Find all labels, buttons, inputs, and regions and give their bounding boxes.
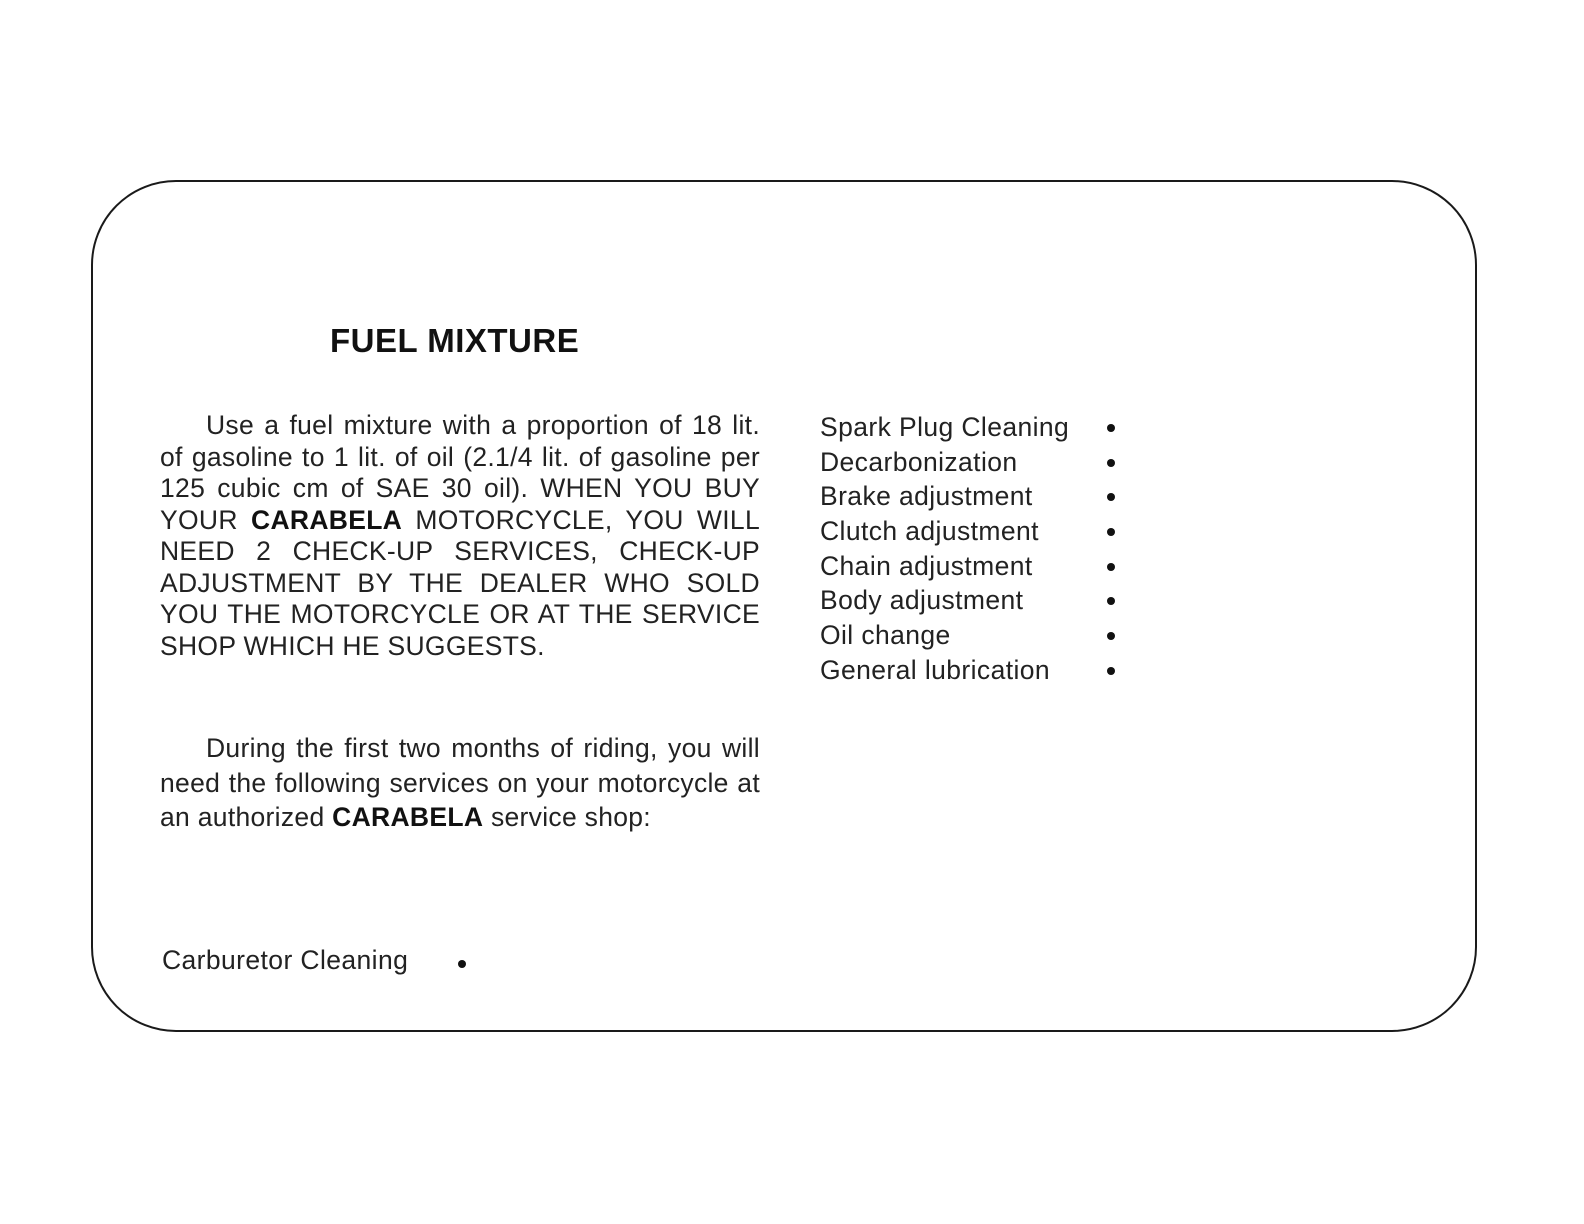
bullet-dot (1107, 667, 1115, 675)
brand-name: CARABELA (251, 504, 403, 535)
bullet-dot (458, 960, 466, 968)
brand-name: CARABELA (332, 802, 484, 832)
service-item-brake-adjustment (820, 479, 1120, 514)
bullet-dot (1107, 632, 1115, 640)
service-label: Clutch adjustment (820, 516, 1039, 547)
services-intro-paragraph (160, 731, 760, 835)
paragraph1-text-before-brand: Use a fuel mixture with a proportion of 18 lit. of gasoline to 1 lit. of oil (2.1/4 lit. of gasoline per 125 cubic cm of SAE 30 oil). WHEN YOU BUY YOUR (160, 410, 760, 535)
service-item-clutch-adjustment (820, 514, 1120, 549)
page-title: FUEL MIXTURE (330, 322, 580, 359)
service-item-carburetor-cleaning (162, 943, 408, 977)
paragraph1-text-after-brand: MOTORCYCLE, YOU WILL NEED 2 CHECK-UP SERVICES, CHECK-UP ADJUSTMENT BY THE DEALER WHO SOLD YOU THE MOTORCYCLE OR AT THE SERVICE SHOP WHICH HE SUGGESTS. (160, 504, 760, 661)
service-label: Chain adjustment (820, 550, 1033, 581)
service-label: General lubrication (820, 654, 1051, 685)
service-item-oil-change (820, 618, 1120, 653)
service-label: Spark Plug Cleaning (820, 412, 1070, 442)
service-label: Decarbonization (820, 446, 1018, 477)
service-list (820, 410, 1120, 688)
bullet-dot (1107, 424, 1115, 432)
bullet-dot (1107, 563, 1115, 571)
paragraph2-text-before-brand: During the first two months of riding, you will need the following services on your motorcycle at an authorized (160, 733, 760, 832)
service-item-decarbonization (820, 445, 1120, 480)
service-item-spark-plug-cleaning (820, 410, 1120, 445)
service-label: Carburetor Cleaning (162, 945, 409, 975)
service-label: Body adjustment (820, 585, 1024, 616)
bullet-dot (1107, 528, 1115, 536)
service-item-general-lubrication (820, 653, 1120, 688)
service-item-body-adjustment (820, 583, 1120, 618)
service-label: Oil change (820, 620, 951, 651)
paragraph2-text-after-brand: service shop: (490, 802, 651, 832)
bullet-dot (1107, 459, 1115, 467)
service-item-chain-adjustment (820, 549, 1120, 584)
bullet-dot (1107, 597, 1115, 605)
service-label: Brake adjustment (820, 481, 1033, 512)
fuel-mixture-paragraph (160, 410, 760, 662)
bullet-dot (1107, 493, 1115, 501)
